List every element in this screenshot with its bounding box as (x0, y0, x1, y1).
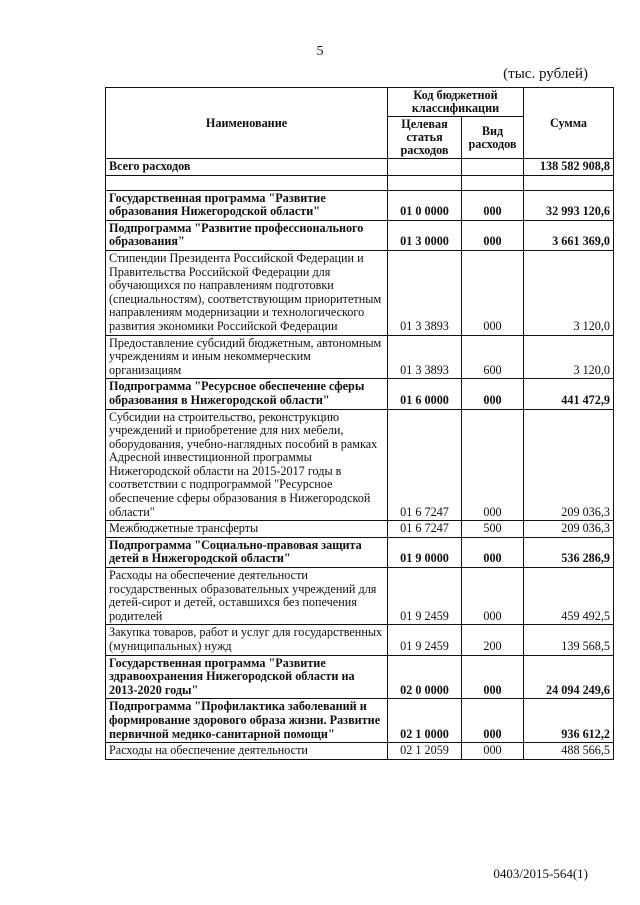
document-code: 0403/2015-564(1) (493, 866, 588, 881)
row-target-article: 02 0 0000 (388, 655, 462, 699)
table-row (106, 175, 614, 190)
row-amount: 441 472,9 (524, 379, 614, 409)
row-amount: 3 120,0 (524, 335, 614, 379)
row-expense-type: 000 (462, 190, 524, 220)
row-amount: 24 094 249,6 (524, 655, 614, 699)
row-name: Государственная программа "Развитие здравоохранения Нижегородской области на 2013-2020 годы" (106, 655, 388, 699)
row-target-article: 01 6 7247 (388, 521, 462, 538)
row-expense-type: 000 (462, 537, 524, 567)
row-name: Подпрограмма "Социально-правовая защита детей в Нижегородской области" (106, 537, 388, 567)
row-amount: 3 661 369,0 (524, 220, 614, 250)
row-target-article (388, 175, 462, 190)
table-row (106, 655, 614, 699)
header-amount: Сумма (524, 88, 614, 159)
row-expense-type: 000 (462, 568, 524, 625)
table-row (106, 699, 614, 743)
row-name: Расходы на обеспечение деятельности (106, 743, 388, 760)
table-row (106, 190, 614, 220)
row-name: Подпрограмма "Профилактика заболеваний и формирование здорового образа жизни. Развитие первичной медико-санитарной помощи" (106, 699, 388, 743)
row-expense-type (462, 159, 524, 176)
header-expense-type: Вид расходов (462, 117, 524, 159)
row-target-article: 01 3 3893 (388, 335, 462, 379)
row-target-article: 01 9 2459 (388, 625, 462, 655)
table-row (106, 537, 614, 567)
row-expense-type (462, 175, 524, 190)
row-name: Стипендии Президента Российской Федерации и Правительства Российской Федерации для обучающихся по направлениям подготовки (специальностям), соответствующим приоритетным направлениям модернизации и технологического развития экономики Российской Федерации (106, 250, 388, 335)
row-target-article (388, 159, 462, 176)
row-amount: 209 036,3 (524, 409, 614, 521)
row-expense-type: 000 (462, 743, 524, 760)
table-row (106, 743, 614, 760)
row-amount: 936 612,2 (524, 699, 614, 743)
row-target-article: 02 1 0000 (388, 699, 462, 743)
page-number: 5 (316, 44, 324, 59)
table-row (106, 409, 614, 521)
budget-table-body (106, 159, 614, 760)
row-amount: 32 993 120,6 (524, 190, 614, 220)
row-name (106, 175, 388, 190)
row-name: Всего расходов (106, 159, 388, 176)
row-target-article: 01 3 0000 (388, 220, 462, 250)
row-amount: 459 492,5 (524, 568, 614, 625)
row-target-article: 01 9 2459 (388, 568, 462, 625)
row-target-article: 01 6 0000 (388, 379, 462, 409)
row-name: Межбюджетные трансферты (106, 521, 388, 538)
row-amount: 3 120,0 (524, 250, 614, 335)
row-name: Закупка товаров, работ и услуг для государственных (муниципальных) нужд (106, 625, 388, 655)
row-amount: 488 566,5 (524, 743, 614, 760)
row-expense-type: 000 (462, 655, 524, 699)
row-name: Расходы на обеспечение деятельности государственных образовательных учреждений для детей-сирот и детей, оставшихся без попечения родителей (106, 568, 388, 625)
units-label: (тыс. рублей) (503, 66, 588, 82)
row-target-article: 01 0 0000 (388, 190, 462, 220)
row-target-article: 01 9 0000 (388, 537, 462, 567)
row-target-article: 02 1 2059 (388, 743, 462, 760)
row-expense-type: 000 (462, 220, 524, 250)
row-expense-type: 000 (462, 409, 524, 521)
row-amount: 209 036,3 (524, 521, 614, 538)
row-expense-type: 000 (462, 379, 524, 409)
row-expense-type: 000 (462, 250, 524, 335)
table-row (106, 159, 614, 176)
header-target-article: Целевая статья расходов (388, 117, 462, 159)
table-row (106, 568, 614, 625)
table-row (106, 379, 614, 409)
row-amount: 536 286,9 (524, 537, 614, 567)
budget-table (105, 87, 614, 760)
header-name: Наименование (106, 88, 388, 159)
row-expense-type: 600 (462, 335, 524, 379)
header-budget-code: Код бюджетной классификации (388, 88, 524, 117)
row-target-article: 01 3 3893 (388, 250, 462, 335)
row-expense-type: 000 (462, 699, 524, 743)
row-expense-type: 500 (462, 521, 524, 538)
row-name: Субсидии на строительство, реконструкцию учреждений и приобретение для них мебели, оборудования, учебно-наглядных пособий в рамках Адресной инвестиционной программы Нижегородской области на 2015-2017 годы в соответствии с подпрограммой "Ресурсное обеспечение сферы образования в Нижегородской области" (106, 409, 388, 521)
table-row (106, 220, 614, 250)
row-expense-type: 200 (462, 625, 524, 655)
table-row (106, 250, 614, 335)
row-amount: 139 568,5 (524, 625, 614, 655)
row-name: Государственная программа "Развитие образования Нижегородской области" (106, 190, 388, 220)
row-amount (524, 175, 614, 190)
row-name: Подпрограмма "Ресурсное обеспечение сферы образования в Нижегородской области" (106, 379, 388, 409)
row-name: Подпрограмма "Развитие профессионального образования" (106, 220, 388, 250)
table-row (106, 335, 614, 379)
row-name: Предоставление субсидий бюджетным, автономным учреждениям и иным некоммерческим организациям (106, 335, 388, 379)
table-row (106, 521, 614, 538)
table-row (106, 625, 614, 655)
row-target-article: 01 6 7247 (388, 409, 462, 521)
row-amount: 138 582 908,8 (524, 159, 614, 176)
